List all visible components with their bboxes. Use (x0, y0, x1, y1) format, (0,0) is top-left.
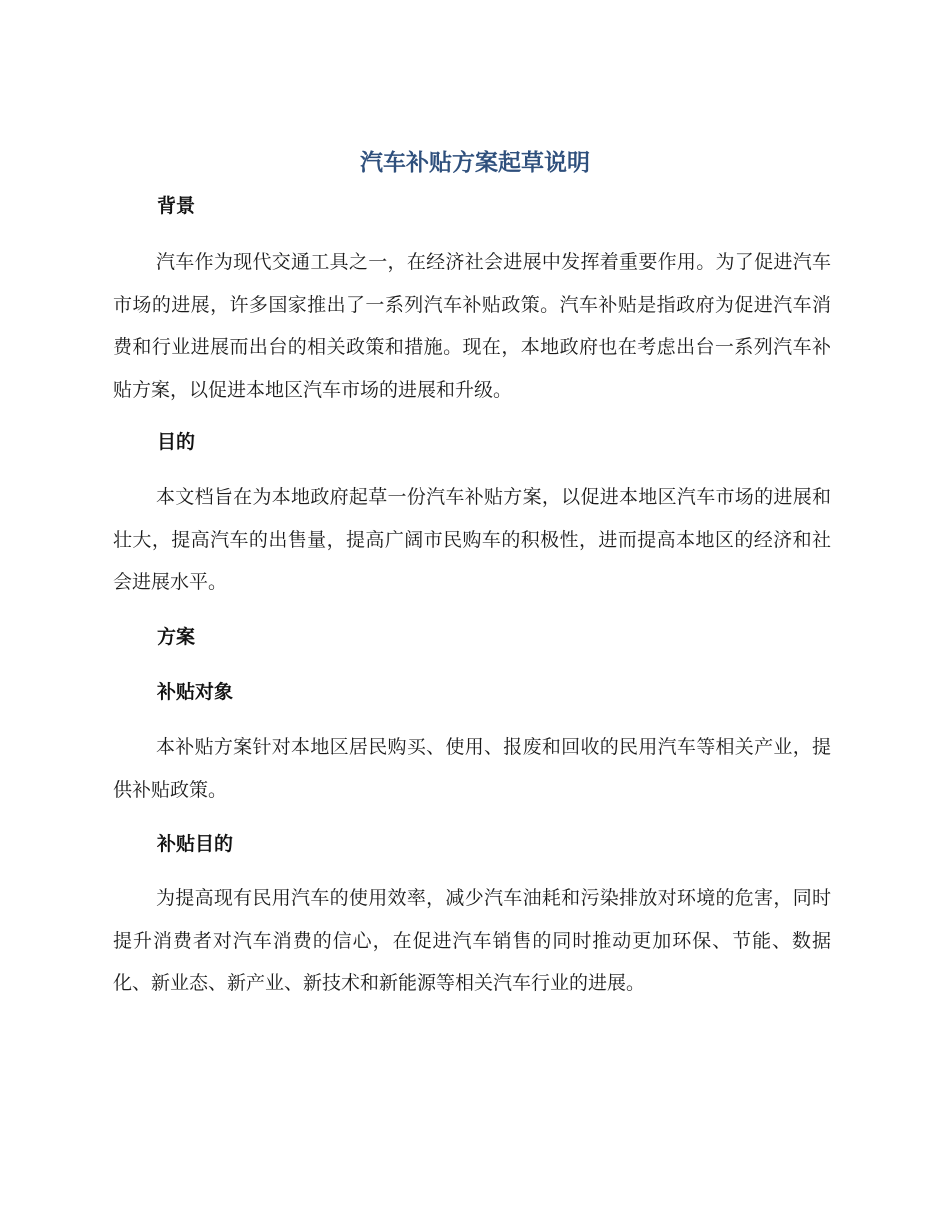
paragraph-purpose: 本文档旨在为本地政府起草一份汽车补贴方案，以促进本地区汽车市场的进展和壮大，提高汽车的出售量，提高广阔市民购车的积极性，进而提高本地区的经济和社会进展水平。 (113, 486, 831, 593)
paragraph-subsidy-goal: 为提高现有民用汽车的使用效率，减少汽车油耗和污染排放对环境的危害，同时提升消费者对汽车消费的信心，在促进汽车销售的同时推动更加环保、节能、数据化、新业态、新产业、新技术和新能源等相关汽车行业的进展。 (113, 887, 831, 994)
heading-subsidy-target: 补贴对象 (157, 681, 234, 703)
heading-background: 背景 (157, 195, 196, 217)
heading-purpose: 目的 (157, 431, 196, 453)
document-title: 汽车补贴方案起草说明 (360, 150, 590, 176)
paragraph-background: 汽车作为现代交通工具之一，在经济社会进展中发挥着重要作用。为了促进汽车市场的进展，许多国家推出了一系列汽车补贴政策。汽车补贴是指政府为促进汽车消费和行业进展而出台的相关政策和措施。现在，本地政府也在考虑出台一系列汽车补贴方案，以促进本地区汽车市场的进展和升级。 (113, 251, 831, 401)
heading-subsidy-goal: 补贴目的 (157, 833, 234, 855)
heading-plan: 方案 (157, 626, 196, 648)
paragraph-subsidy-target: 本补贴方案针对本地区居民购买、使用、报废和回收的民用汽车等相关产业，提供补贴政策。 (113, 736, 831, 801)
